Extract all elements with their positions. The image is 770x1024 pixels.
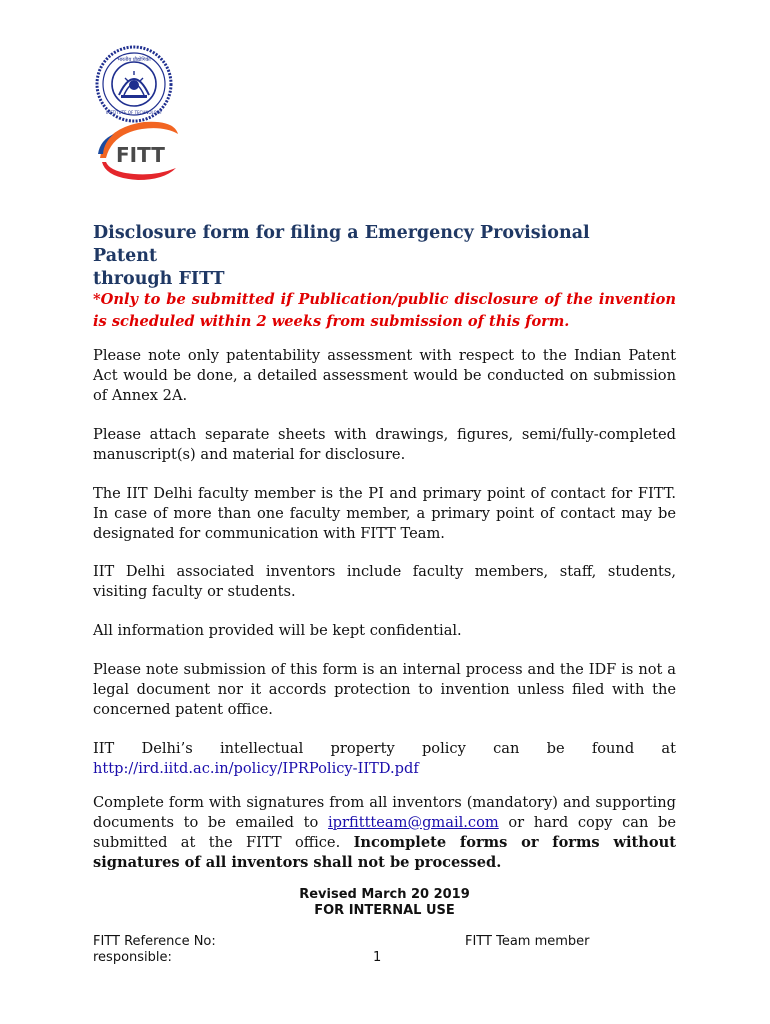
paragraph-confidential: All information provided will be kept confidential.: [93, 622, 462, 639]
paragraph-submission: [93, 793, 676, 873]
responsible-label: responsible:: [93, 950, 172, 965]
svg-text:FITT: FITT: [116, 143, 165, 167]
paragraph-attachments: Please attach separate sheets with drawings, figures, semi/fully-completed manuscript(s) and material for disclosure.: [93, 426, 676, 463]
email-link[interactable]: iprfittteam@gmail.com: [327, 814, 499, 831]
paragraph-ip-policy: [93, 739, 676, 779]
form-title: [93, 222, 653, 291]
ip-policy-text: IIT Delhi’s intellectual property policy can be found at: [93, 740, 676, 757]
paragraph-pi-contact: The IIT Delhi faculty member is the PI and primary point of contact for FITT. In case of more than one faculty member, a primary point of contact may be designated for communication with FITT Team.: [93, 485, 676, 542]
submission-warning: Incomplete forms or forms without signatures of all inventors shall not be processed.: [93, 834, 676, 871]
paragraph-internal-process: Please note submission of this form is an internal process and the IDF is not a legal document nor it accords protection to invention unless filed with the concerned patent office.: [93, 661, 676, 718]
reference-no-label: FITT Reference No:: [93, 934, 216, 949]
fitt-logo: [94, 118, 188, 184]
iit-delhi-logo: [95, 45, 173, 123]
submission-text-a: Complete form with signatures from all inventors (mandatory) and supporting documents to be emailed to: [93, 794, 676, 831]
page-number: 1: [373, 950, 382, 965]
team-member-label: FITT Team member: [465, 934, 590, 949]
ip-policy-url[interactable]: http://ird.iitd.ac.in/policy/IPRPolicy-IITD.pdf: [93, 760, 419, 777]
form-title-line2: through FITT: [93, 269, 225, 289]
revised-date: Revised March 20 2019: [299, 887, 470, 902]
paragraph-inventors: IIT Delhi associated inventors include faculty members, staff, students, visiting faculty or students.: [93, 563, 676, 600]
paragraph-patentability: Please note only patentability assessment with respect to the Indian Patent Act would be done, a detailed assessment would be conducted on submission of Annex 2A.: [93, 347, 676, 404]
submission-text-b: or hard copy can be submitted at the FITT office.: [93, 814, 676, 851]
svg-text:INSTITUTE OF TECHNOLOGY: INSTITUTE OF TECHNOLOGY: [105, 110, 163, 115]
form-title-line1: Disclosure form for filing a Emergency Provisional Patent: [93, 223, 590, 266]
internal-use-heading: FOR INTERNAL USE: [314, 903, 455, 918]
emergency-notice: *Only to be submitted if Publication/public disclosure of the invention is scheduled within 2 weeks from submission of this form.: [93, 291, 676, 330]
svg-text:भारतीय प्रौद्योगिकी: भारतीय प्रौद्योगिकी: [117, 57, 151, 63]
